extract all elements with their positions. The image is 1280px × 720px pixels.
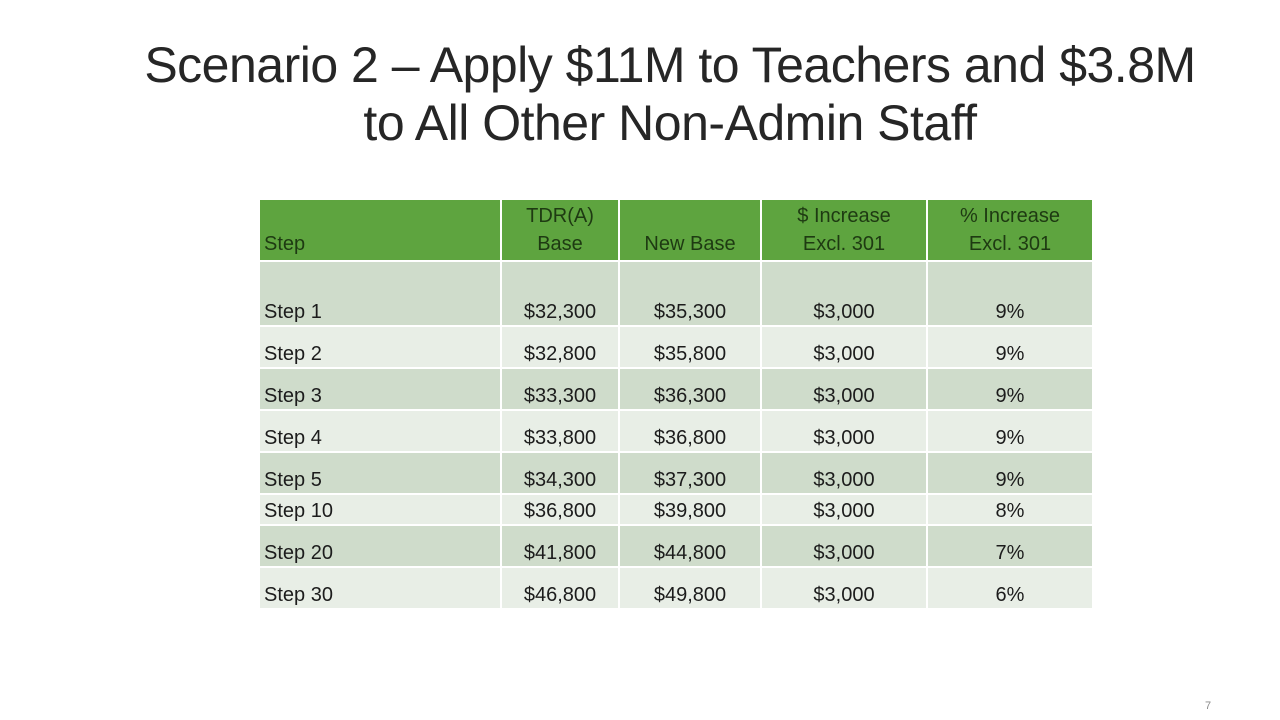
table-header-row (259, 199, 1093, 261)
table-row: Step 30 $46,800 $49,800 $3,000 6% (259, 567, 1093, 609)
table-row: Step 2 $32,800 $35,800 $3,000 9% (259, 326, 1093, 368)
table-row: Step 1 $32,300 $35,300 $3,000 9% (259, 261, 1093, 326)
table-row: Step 20 $41,800 $44,800 $3,000 7% (259, 525, 1093, 567)
slide-title (40, 36, 1280, 152)
table-row: Step 3 $33,300 $36,300 $3,000 9% (259, 368, 1093, 410)
header-new-base: New Base (619, 199, 761, 261)
table-row: Step 5 $34,300 $37,300 $3,000 9% (259, 452, 1093, 494)
header-dollar-increase: $ Increase Excl. 301 (761, 199, 927, 261)
title-line-2: to All Other Non-Admin Staff (363, 95, 977, 151)
table-row: Step 4 $33,800 $36,800 $3,000 9% (259, 410, 1093, 452)
salary-table (258, 198, 1094, 610)
table-row: Step 10 $36,800 $39,800 $3,000 8% (259, 494, 1093, 525)
title-line-1: Scenario 2 – Apply $11M to Teachers and $3.8M (144, 37, 1196, 93)
page-number: 7 (1205, 700, 1212, 712)
header-tdr-base: TDR(A) Base (501, 199, 619, 261)
header-percent-increase: % Increase Excl. 301 (927, 199, 1093, 261)
header-step: Step (259, 199, 501, 261)
